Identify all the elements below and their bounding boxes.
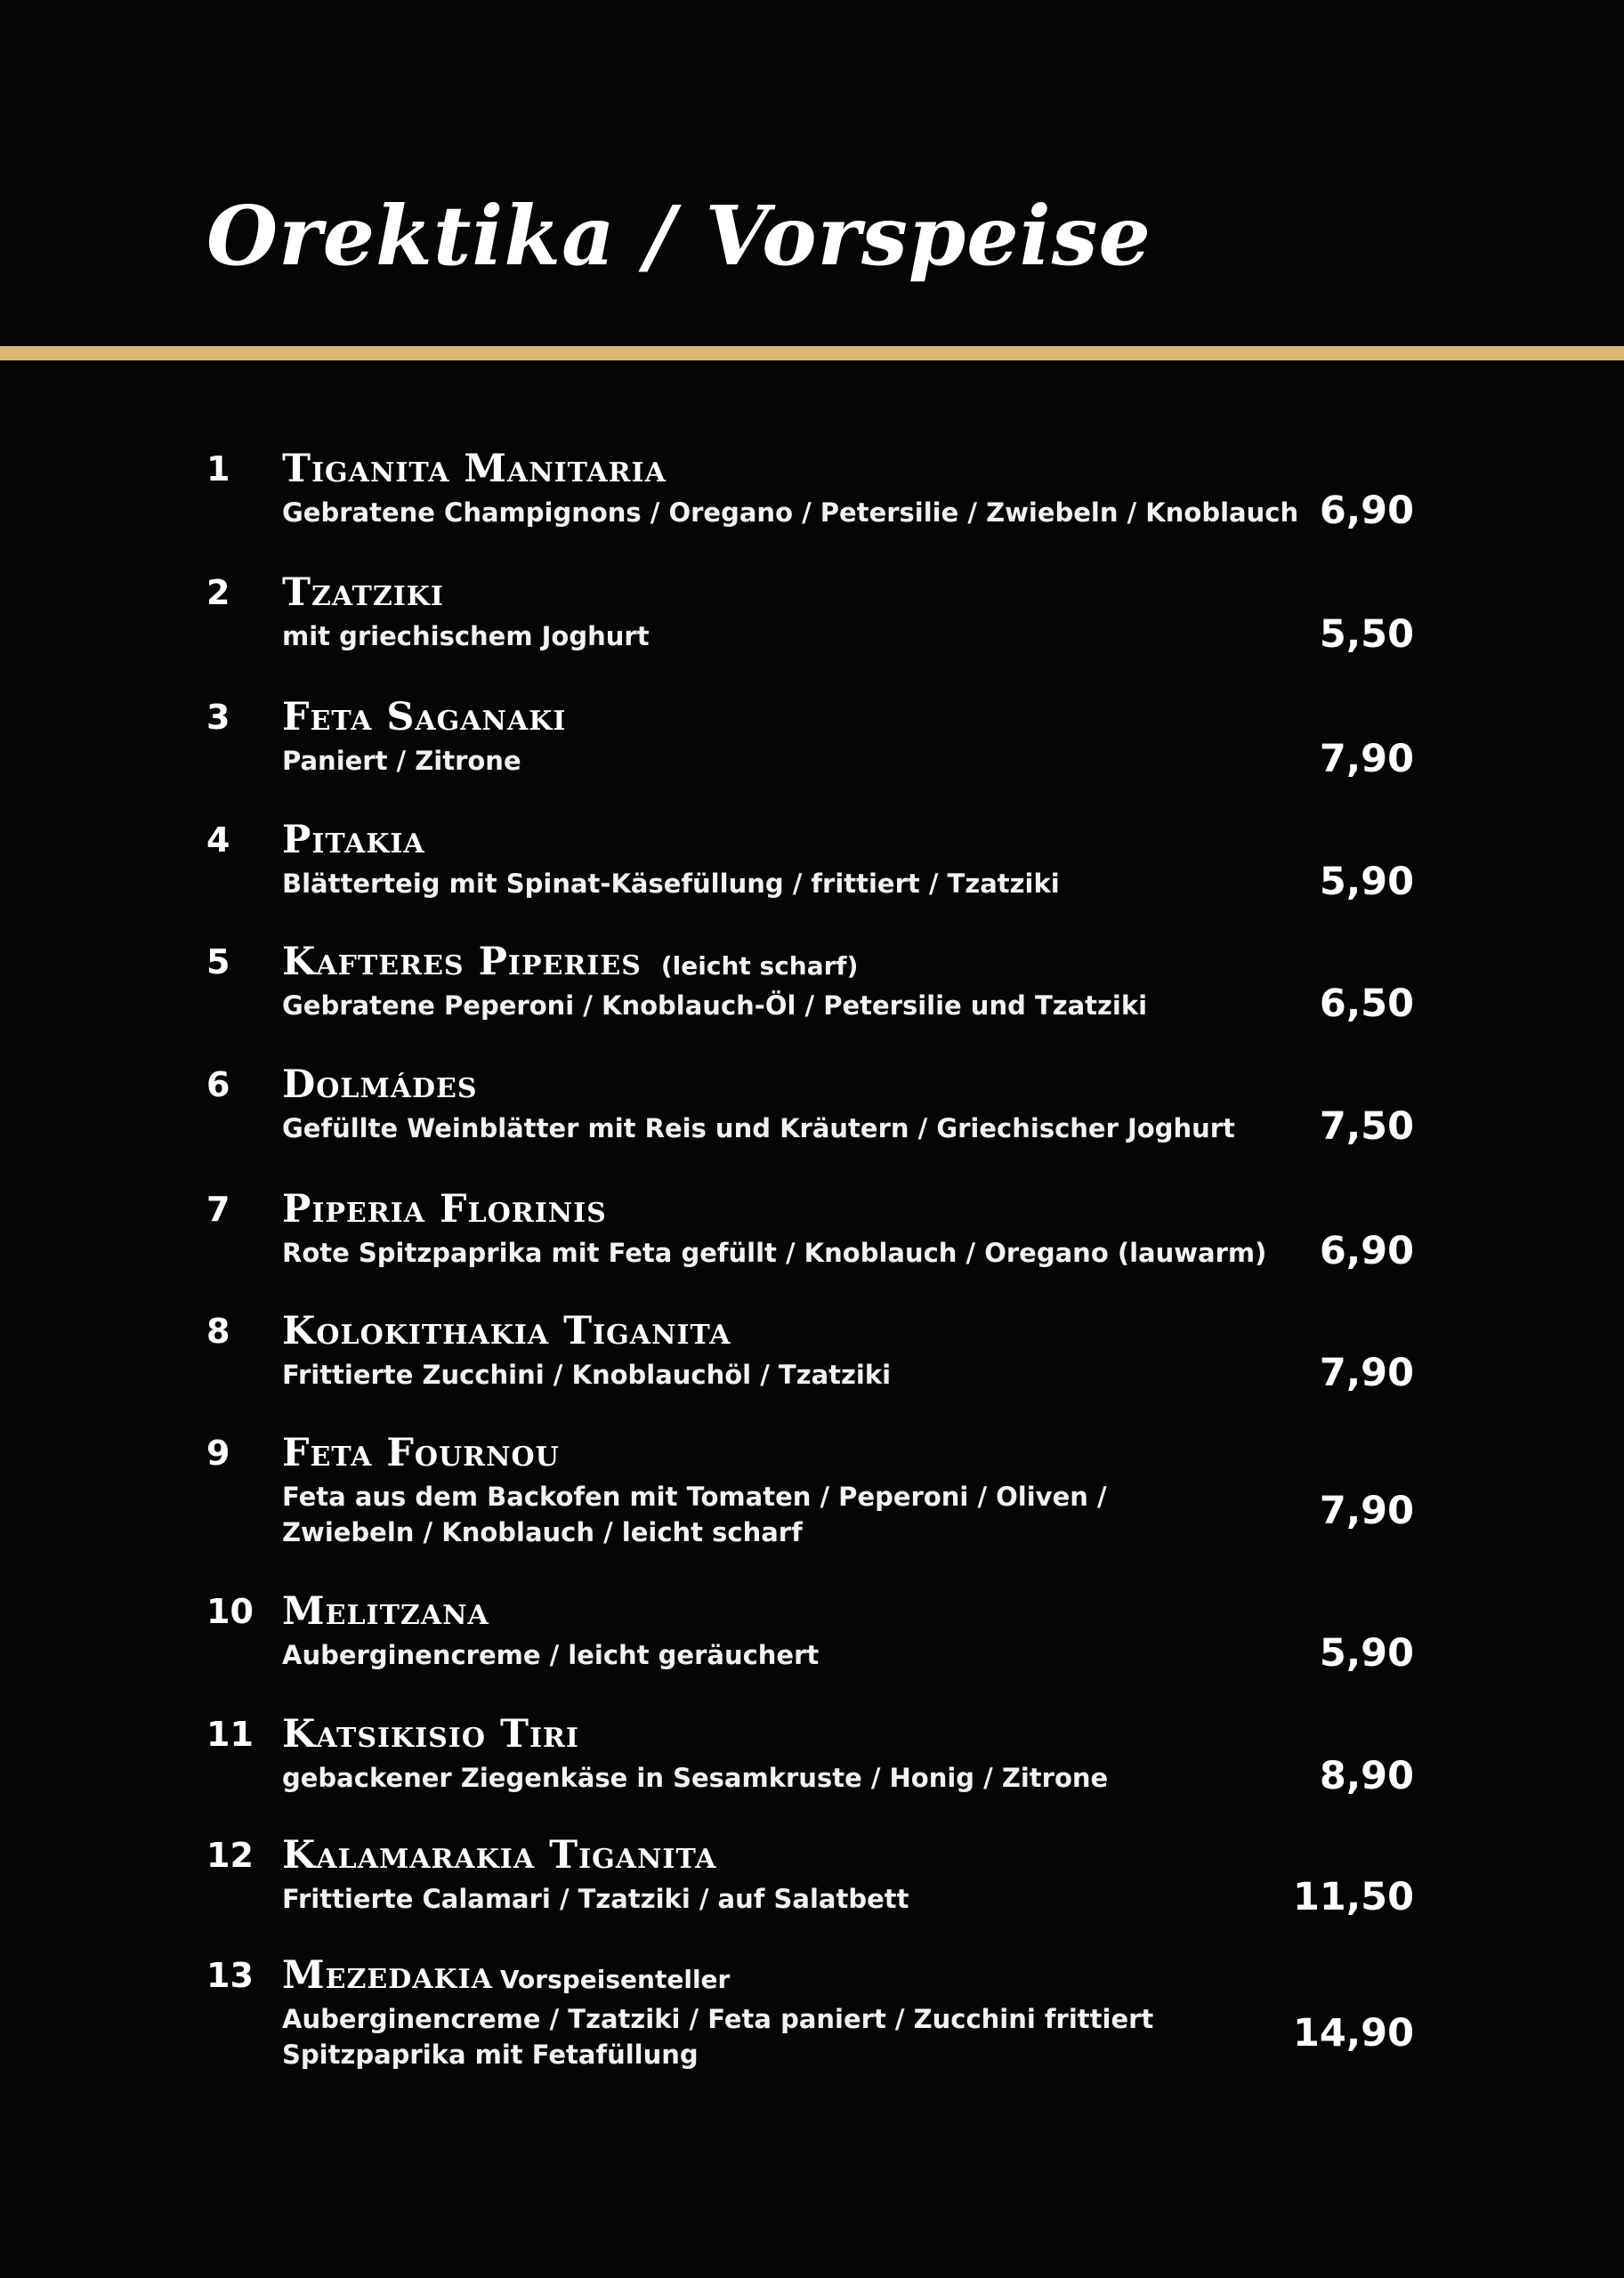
item-name: Pitakia xyxy=(282,818,425,862)
item-number: 11 xyxy=(206,1715,254,1754)
item-price: 7,90 xyxy=(1319,1351,1414,1395)
item-name: Piperia Florinis xyxy=(282,1187,607,1232)
item-name-line xyxy=(282,567,444,626)
item-name-line xyxy=(282,1427,560,1487)
item-price: 7,50 xyxy=(1319,1104,1414,1149)
item-number: 13 xyxy=(206,1956,254,1995)
item-description-line: Gebratene Peperoni / Knoblauch-Öl / Petersilie und Tzatziki xyxy=(282,990,1148,1021)
item-name: Tzatziki xyxy=(282,570,444,615)
item-name-line xyxy=(282,1950,730,2009)
item-price: 6,50 xyxy=(1319,981,1414,1026)
item-description xyxy=(282,1637,1261,1673)
item-name: Dolmádes xyxy=(282,1062,478,1107)
item-name-line xyxy=(282,1708,579,1768)
item-name-line xyxy=(282,1586,489,1645)
item-number: 7 xyxy=(206,1190,230,1229)
item-description xyxy=(282,1760,1261,1796)
item-description-line: Rote Spitzpaprika mit Feta gefüllt / Knoblauch / Oregano (lauwarm) xyxy=(282,1238,1267,1268)
item-number: 9 xyxy=(206,1434,230,1473)
item-description xyxy=(282,988,1261,1023)
item-name-line xyxy=(282,1183,607,1243)
item-note: Vorspeisenteller xyxy=(499,1965,731,1994)
item-description xyxy=(282,1357,1261,1393)
item-number: 1 xyxy=(206,449,230,489)
item-number: 10 xyxy=(206,1592,254,1631)
item-description-line: Auberginencreme / leicht geräuchert xyxy=(282,1640,820,1670)
item-name-line xyxy=(282,936,858,996)
item-price: 5,90 xyxy=(1319,860,1414,904)
item-description xyxy=(282,618,1261,654)
item-name-line xyxy=(282,443,667,503)
item-number: 4 xyxy=(206,820,230,860)
item-description-line: Zwiebeln / Knoblauch / leicht scharf xyxy=(282,1517,803,1547)
item-price: 7,90 xyxy=(1319,1489,1414,1533)
item-name: Melitzana xyxy=(282,1589,489,1634)
item-description xyxy=(282,743,1261,779)
item-description-line: Feta aus dem Backofen mit Tomaten / Peperoni / Oliven / xyxy=(282,1482,1107,1512)
item-price: 5,50 xyxy=(1319,612,1414,657)
item-description-line: Gebratene Champignons / Oregano / Petersilie / Zwiebeln / Knoblauch xyxy=(282,497,1299,528)
item-name-line xyxy=(282,691,566,751)
item-number: 5 xyxy=(206,942,230,981)
item-description xyxy=(282,1479,1261,1550)
item-description xyxy=(282,866,1261,901)
item-name: Feta Fournou xyxy=(282,1431,560,1475)
item-description-line: Spitzpaprika mit Fetafüllung xyxy=(282,2040,699,2070)
item-description xyxy=(282,1111,1261,1146)
item-name: Feta Saganaki xyxy=(282,695,567,739)
item-name: Kalamarakia Tiganita xyxy=(282,1833,717,1878)
item-price: 6,90 xyxy=(1319,489,1414,533)
item-price: 8,90 xyxy=(1319,1754,1414,1798)
item-name: Kafteres Piperies xyxy=(282,940,642,984)
item-name-line xyxy=(282,1059,478,1119)
item-number: 2 xyxy=(206,573,230,612)
page-title: Orektika / Vorspeise xyxy=(206,188,1152,284)
item-description-line: Frittierte Zucchini / Knoblauchöl / Tzatziki xyxy=(282,1360,892,1390)
item-description-line: Auberginencreme / Tzatziki / Feta paniert / Zucchini frittiert xyxy=(282,2004,1154,2034)
item-name: Katsikisio Tiri xyxy=(282,1712,579,1757)
item-note: (leicht scharf) xyxy=(660,951,859,981)
item-name-line xyxy=(282,1830,716,1889)
item-description-line: Frittierte Calamari / Tzatziki / auf Salatbett xyxy=(282,1884,909,1914)
item-price: 11,50 xyxy=(1292,1875,1414,1919)
item-price: 14,90 xyxy=(1292,2011,1414,2056)
item-description-line: Blätterteig mit Spinat-Käsefüllung / frittiert / Tzatziki xyxy=(282,868,1060,899)
item-price: 5,90 xyxy=(1319,1631,1414,1676)
item-price: 6,90 xyxy=(1319,1229,1414,1273)
item-name-line xyxy=(282,1305,731,1365)
item-description-line: Gefüllte Weinblätter mit Reis und Kräutern / Griechischer Joghurt xyxy=(282,1113,1235,1143)
item-description xyxy=(282,495,1299,530)
item-description-line: mit griechischem Joghurt xyxy=(282,621,650,651)
item-description-line: Paniert / Zitrone xyxy=(282,746,521,776)
item-number: 3 xyxy=(206,698,230,737)
item-description-line: gebackener Ziegenkäse in Sesamkruste / Honig / Zitrone xyxy=(282,1763,1109,1793)
item-price: 7,90 xyxy=(1319,737,1414,781)
item-description xyxy=(282,1881,1261,1917)
item-name-line xyxy=(282,814,425,874)
item-name: Kolokithakia Tiganita xyxy=(282,1309,731,1353)
item-description xyxy=(282,1235,1267,1271)
item-number: 6 xyxy=(206,1065,230,1104)
item-description xyxy=(282,2001,1261,2072)
item-number: 8 xyxy=(206,1312,230,1351)
item-name: Mezedakia xyxy=(282,1953,493,1998)
item-name: Tiganita Manitaria xyxy=(282,447,667,491)
item-number: 12 xyxy=(206,1836,254,1875)
